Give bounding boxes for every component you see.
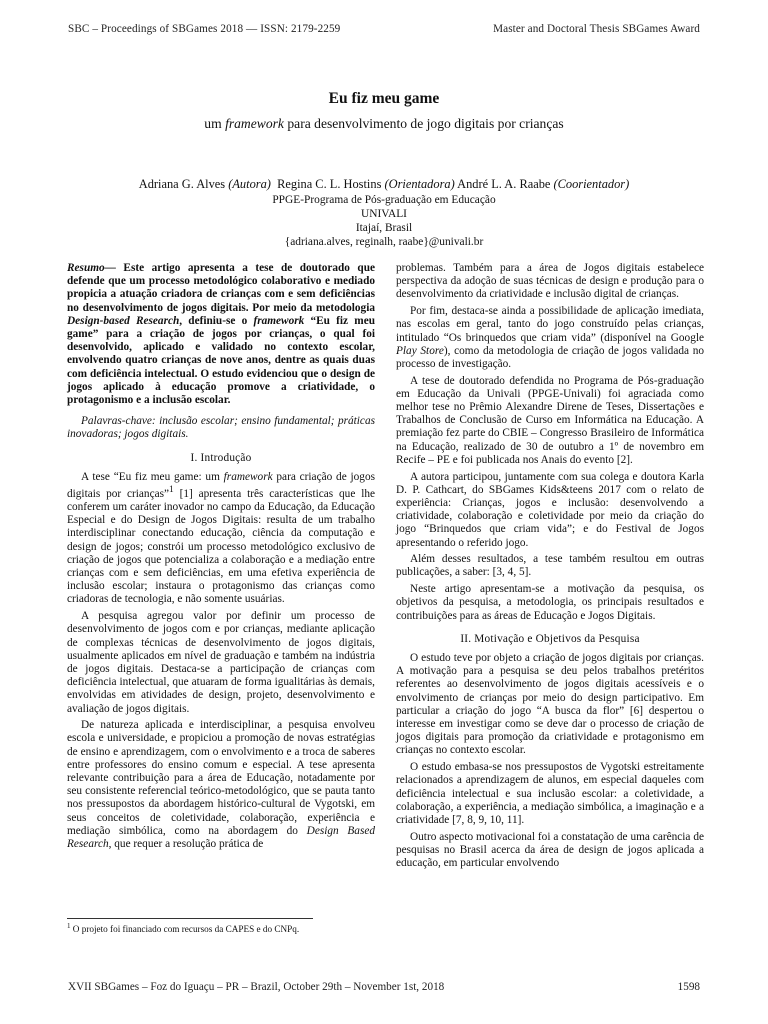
abstract-text: Este artigo apresenta a tese de doutorado que defende que um processo metodológico colaborativo e mediado propicia a atuação criadora de crianças com e sem deficiências no desenvolvimento de jogos digitais. Por meio da metodologia [67, 262, 375, 314]
footnote [67, 922, 375, 934]
paragraph: A autora participou, juntamente com sua colega e doutora Karla D. P. Cathcart, do SBGames Kids&teens 2017 com o relato de experiência: Crianças, jogos e inclusão: desenvolvendo a criatividade, colaboração e coletividade por meio da criação do jogo “Brinquedos que criam vida”; e do Festival de Jogos apresentando o referido jogo. [396, 470, 704, 549]
abstract-label: Resumo— [67, 262, 116, 274]
paragraph [67, 471, 375, 607]
footnote-text: O projeto foi financiado com recursos da CAPES e do CNPq. [70, 924, 300, 935]
abstract-emphasis: Design-based Research [67, 314, 180, 327]
author-list [0, 177, 768, 192]
right-column [396, 262, 704, 874]
abstract [67, 262, 375, 407]
subtitle-emphasis: framework [225, 116, 284, 131]
paragraph: Neste artigo apresentam-se a motivação da pesquisa, os objetivos da pesquisa, a metodologia, os principais resultados e contribuições para as áreas de Educação e Jogos Digitais. [396, 583, 704, 622]
section-heading: II. Motivação e Objetivos da Pesquisa [460, 632, 640, 645]
author-role: (Autora) [228, 177, 271, 191]
paragraph-emphasis: Play Store [396, 344, 444, 357]
author-role: (Coorientador) [553, 177, 630, 191]
paragraph [67, 719, 375, 851]
paragraph-text: De natureza aplicada e interdisciplinar, a pesquisa envolveu escola e universidade, e propiciou a promoção de novas estratégias de ensino e aprendizagem, com o envolvimento e a troca de saberes entre professores do ensino comum e especial. A tese apresenta relevante contribuição para a área de Educação, notadamente por seu consistente referencial teórico-metodológico, que se pauta tanto nos pressupostos da abordagem histórico-cultural de Vygotski, em seus conceitos de coletividade, colaboração, experiência e mediação simbólica, como na abordagem do [67, 719, 375, 837]
paragraph: A pesquisa agregou valor por definir um processo de desenvolvimento de jogos com e por crianças, mediante aplicação de complexas técnicas de desenvolvimento de jogos digitais, usualmente aplicados em nível de graduação e também na indústria de jogos digitais. Destaca-se a participação de crianças com deficiência intelectual, que atuaram de forma igualitárias às demais, envolvidas em atividades de design, projeto, desenvolvimento e avaliação de jogos digitais. [67, 610, 375, 715]
subtitle-prefix: um [204, 116, 226, 131]
running-header-right: Master and Doctoral Thesis SBGames Award [493, 23, 700, 35]
paragraph: O estudo teve por objeto a criação de jogos digitais por crianças. A motivação para a pesquisa se deu pelos trabalhos pretéritos referentes ao desenvolvimento de jogos digitais acessíveis e o envolvimento de crianças por meio do design participativo. Em particular a criação do jogo “A busca da flor” [6] despertou o interesse em investigar como se deve dar o processo de criação de jogos digitais para promoção da criatividade e protagonismo em crianças no contexto escolar. [396, 651, 704, 757]
paragraph-text: Por fim, destaca-se ainda a possibilidade de aplicação imediata, nas escolas em geral, tanto do jogo construído pelas crianças, intitulado “Os brinquedos que criam vida” (disponível na Google [396, 305, 704, 344]
section-heading: I. Introdução [190, 451, 252, 464]
affiliation: PPGE-Programa de Pós-graduação em Educação [272, 194, 496, 206]
institution: UNIVALI [361, 208, 407, 220]
footnote-divider [67, 918, 313, 919]
paragraph: O estudo embasa-se nos pressupostos de Vygotski estreitamente relacionados a aprendizagem de alunos, em especial daqueles com deficiência intelectual e sua inclusão escolar: a coletividade, a colaboração, a experiência, a mediação simbólica, a imaginação e a criatividade [7, 8, 9, 10, 11]. [396, 761, 704, 826]
author-emails: {adriana.alves, reginalh, raabe}@univali.br [284, 236, 484, 248]
paragraph: Além desses resultados, a tese também resultou em outras publicações, a saber: [3, 4, 5]. [396, 553, 704, 579]
paragraph-text: A tese “Eu fiz meu game: um [81, 470, 224, 483]
running-footer: XVII SBGames – Foz do Iguaçu – PR – Brazil, October 29th – November 1st, 2018 [68, 981, 445, 993]
author-name: André L. A. Raabe [457, 177, 551, 191]
paragraph-text: para criação de jogos digitais por crianças” [67, 470, 375, 500]
paragraph-text: ), como da metodologia de criação de jogos validada no processo de investigação. [396, 344, 704, 370]
abstract-text: , definiu-se o [179, 314, 254, 327]
running-header-left: SBC – Proceedings of SBGames 2018 — ISSN: 2179-2259 [68, 23, 341, 35]
paper-subtitle [0, 116, 768, 132]
page-number: 1598 [677, 981, 700, 993]
location: Itajaí, Brasil [355, 222, 413, 234]
paragraph-text: , que requer a resolução prática de [108, 838, 264, 851]
paper-title: Eu fiz meu game [328, 90, 440, 107]
author-name: Adriana G. Alves [138, 177, 226, 191]
subtitle-rest: para desenvolvimento de jogo digitais por crianças [283, 116, 564, 131]
paragraph: A tese de doutorado defendida no Programa de Pós-graduação em Educação da Univali (PPGE-Univali) foi agraciada como melhor tese no Prêmio Alexandre Direne de Teses, Dissertações e Trabalhos de Conclusão de Curso em Informática na Educação. A premiação fez parte do CBIE – Congresso Brasileiro de Informática na Educação, realizado de 30 de outubro a 1º de novembro em Recife – PE e foi publicada nos Anais do evento [2]. [396, 374, 704, 466]
author-name: Regina C. L. Hostins [277, 177, 382, 191]
footnote-number: 1 [67, 922, 71, 930]
paragraph-text: [1] apresenta três características que lhe conferem um caráter inovador no campo da Educação, da Educação Especial e do Design de Jogos Digitais: resulta de um trabalho interdisciplinar conectando educação, ciência da computação e design de jogos; constrói um processo metodológico exclusivo de criação de jogos que potencializa a colaboração e a mediação entre crianças com e sem deficiências, em uma efetiva experiência de inclusão escolar; instaura o protagonismo das crianças como criadoras de tecnologia, e não somente usuárias. [67, 487, 375, 606]
paragraph-emphasis: framework [223, 470, 273, 483]
abstract-emphasis: framework [253, 314, 305, 327]
keywords: Palavras-chave: inclusão escolar; ensino fundamental; práticas inovadoras; jogos digitais. [67, 415, 375, 441]
paragraph: problemas. Também para a área de Jogos digitais estabelece perspectiva da adoção de suas técnicas de design e produção para o desenvolvimento da criatividade e inclusão digital de crianças. [396, 262, 704, 301]
footnote-marker: 1 [169, 485, 174, 496]
author-role: (Orientadora) [384, 177, 455, 191]
paragraph [396, 305, 704, 371]
abstract-text: “Eu fiz meu game” para a criação de jogos por crianças, o qual foi desenvolvido, aplicado e validado no contexto escolar, envolvendo quatro crianças de nove anos, dentre as quais duas com deficiência intelectual. O estudo evidenciou que o design de jogos aplicado à educação promove a criatividade, o protagonismo e a inclusão escolar. [67, 314, 375, 407]
paragraph-emphasis: Design Based Research [67, 824, 375, 851]
paragraph: Outro aspecto motivacional foi a constatação de uma carência de pesquisas no Brasil acerca da área de design de jogos aplicada a educação, em particular envolvendo [396, 830, 704, 870]
left-column [67, 262, 375, 855]
